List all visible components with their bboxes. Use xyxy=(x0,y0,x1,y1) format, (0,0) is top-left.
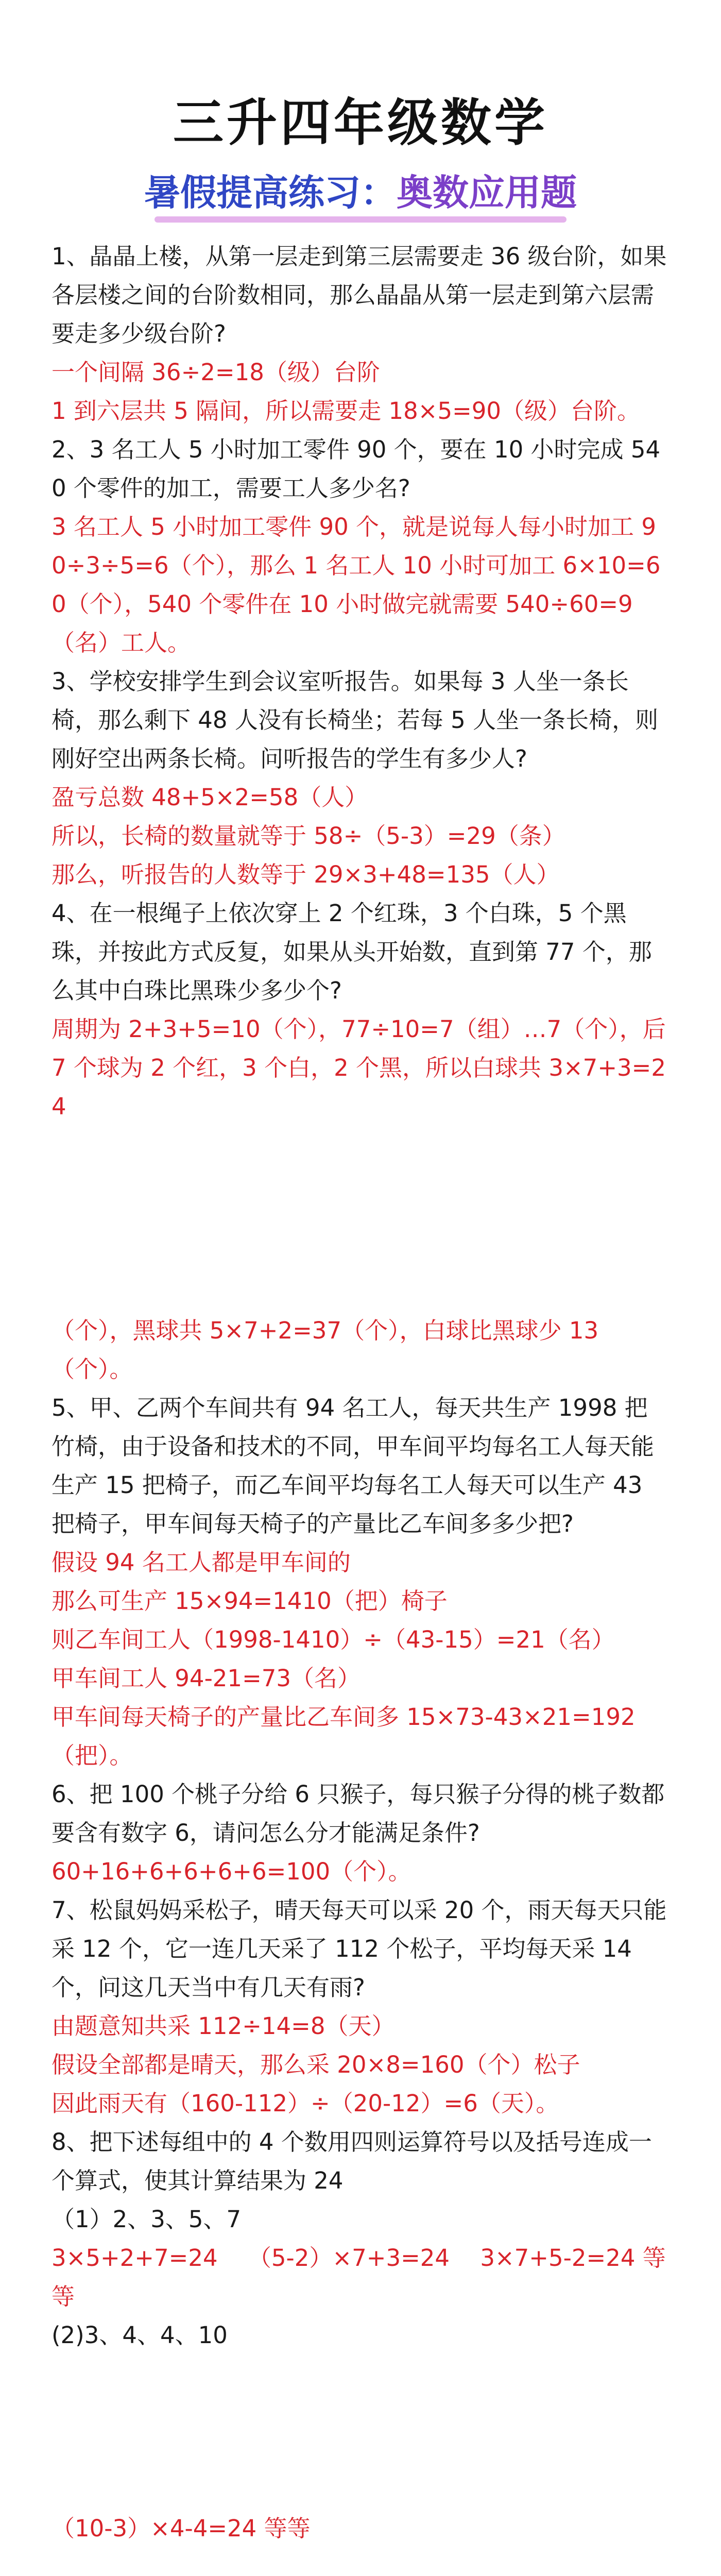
answer-text: 3 名工人 5 小时加工零件 90 个，就是说每人每小时加工 90÷3÷5=6（个），那么 1 名工人 10 小时可加工 6×10=60（个），540 个零件在 10 小时做完就需要 540÷60=9（名）工人。 xyxy=(52,513,661,656)
answer-text: 由题意知共采 112÷14=8（天） xyxy=(52,2012,395,2040)
subtitle-prefix: 暑假提高练习： xyxy=(144,172,397,214)
answer-text: 则乙车间工人（1998-1410）÷（43-15）=21（名） xyxy=(52,1626,615,1653)
answer-text: 60+16+6+6+6+6=100（个）。 xyxy=(52,1858,411,1885)
page-title: 三升四年级数学 xyxy=(173,94,548,152)
answer-text: 甲车间每天椅子的产量比乙车间多 15×73-43×21=192（把）。 xyxy=(52,1703,636,1769)
question-text: 3、学校安排学生到会议室听报告。如果每 3 人坐一条长椅，那么剩下 48 人没有长椅坐；若每 5 人坐一条长椅，则刚好空出两条长椅。问听报告的学生有多少人? xyxy=(52,668,659,772)
question-text: 1、晶晶上楼，从第一层走到第三层需要走 36 级台阶，如果各层楼之间的台阶数相同，那么晶晶从第一层走到第六层需要走多少级台阶? xyxy=(52,243,667,347)
answer-text: 周期为 2+3+5=10（个），77÷10=7（组）…7（个），后 7 个球为 2 个红，3 个白，2 个黑，所以白球共 3×7+3=24 xyxy=(52,1015,674,1120)
question-text: 5、甲、乙两个车间共有 94 名工人，每天共生产 1998 把竹椅，由于设备和技术的不同，甲车间平均每名工人每天能生产 15 把椅子，而乙车间平均每名工人每天可以生产 43 把椅子，甲车间每天椅子的产量比乙车间多多少把? xyxy=(52,1394,655,1537)
answer-text: 1 到六层共 5 隔间，所以需要走 18×5=90（级）台阶。 xyxy=(52,397,641,425)
question-text: 2、3 名工人 5 小时加工零件 90 个，要在 10 小时完成 540 个零件的加工，需要工人多少名? xyxy=(52,436,661,502)
answer-text: 3×5+2+7=24 （5-2）×7+3=24 3×7+5-2=24 等等 xyxy=(52,2244,666,2310)
answer-text: 所以，长椅的数量就等于 58÷（5-3）=29（条） xyxy=(52,822,565,850)
blank-space xyxy=(52,1126,670,1311)
blank-space xyxy=(52,2354,670,2509)
answer-text: 那么，听报告的人数等于 29×3+48=135（人） xyxy=(52,861,560,888)
question-text: (2)3、4、4、10 xyxy=(52,2321,228,2349)
subtitle-topic: 奥数应用题 xyxy=(397,172,577,214)
question-text: 4、在一根绳子上依次穿上 2 个红珠，3 个白珠，5 个黑珠，并按此方式反复，如果从头开始数，直到第 77 个，那么其中白珠比黑珠少多少个? xyxy=(52,900,652,1004)
question-text: 6、把 100 个桃子分给 6 只猴子，每只猴子分得的桃子数都要含有数字 6，请问怎么分才能满足条件? xyxy=(52,1781,665,1846)
subtitle-underline xyxy=(154,216,566,223)
subtitle xyxy=(0,164,721,216)
answer-text: 假设全部都是晴天，那么采 20×8=160（个）松子 xyxy=(52,2051,580,2078)
answer-text: 盈亏总数 48+5×2=58（人） xyxy=(52,784,368,811)
answer-text: （10-3）×4-4=24 等等 xyxy=(52,2515,311,2542)
answer-text: 假设 94 名工人都是甲车间的 xyxy=(52,1549,351,1576)
question-text: 7、松鼠妈妈采松子，晴天每天可以采 20 个，雨天每天只能采 12 个，它一连几天采了 112 个松子，平均每天采 14 个，问这几天当中有几天有雨? xyxy=(52,1896,667,2001)
answer-text: 甲车间工人 94-21=73（名） xyxy=(52,1665,361,1692)
worksheet-content xyxy=(52,237,674,2548)
answer-text: 一个间隔 36÷2=18（级）台阶 xyxy=(52,359,380,386)
answer-text: （个），黑球共 5×7+2=37（个），白球比黑球少 13（个）。 xyxy=(52,1317,599,1383)
question-text: （1）2、3、5、7 xyxy=(52,2206,242,2233)
answer-text: 那么可生产 15×94=1410（把）椅子 xyxy=(52,1587,448,1615)
question-text: 8、把下述每组中的 4 个数用四则运算符号以及括号连成一个算式，使其计算结果为 24 xyxy=(52,2128,652,2194)
answer-text: 因此雨天有（160-112）÷（20-12）=6（天）。 xyxy=(52,2090,559,2117)
